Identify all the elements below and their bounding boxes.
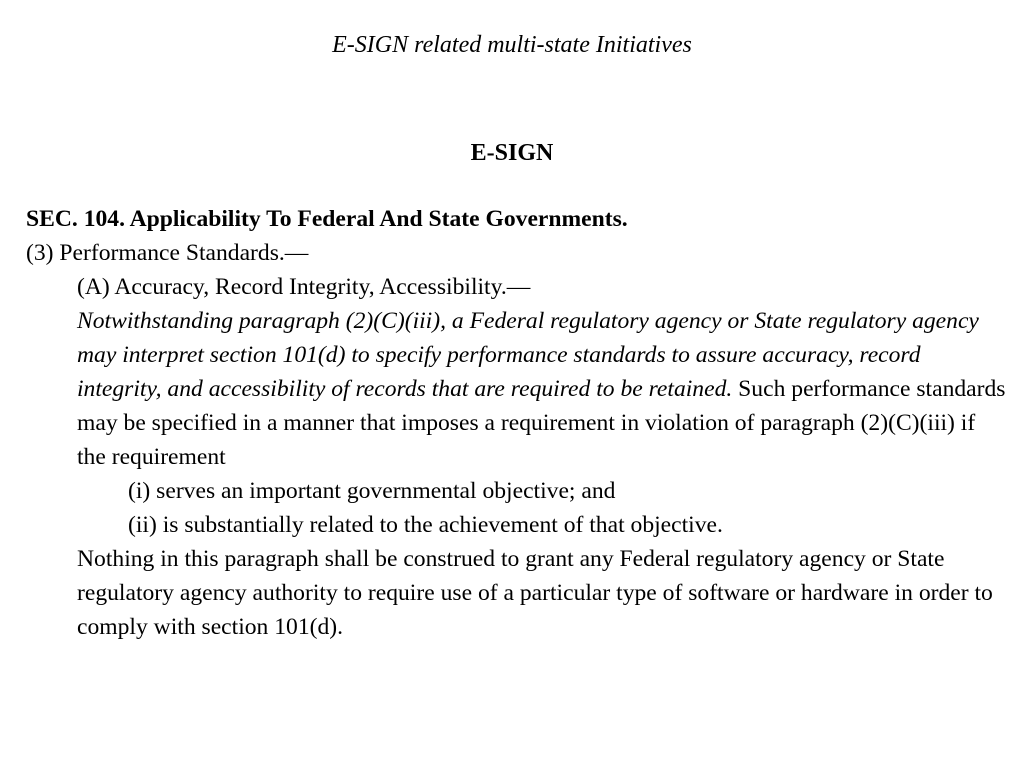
section-heading: E-SIGN xyxy=(470,140,554,166)
subparagraph-a-body xyxy=(26,304,1006,474)
slide-title: E-SIGN related multi-state Initiatives xyxy=(332,32,692,58)
item-ii: (ii) is substantially related to the achievement of that objective. xyxy=(128,512,723,538)
document-body xyxy=(26,202,1006,644)
item-i: (i) serves an important governmental objective; and xyxy=(128,478,616,504)
plain-provision-text: Such performance standards may be specified in a manner that imposes a requirement in violation of paragraph (2)(C)(iii) if the requirement xyxy=(77,376,1006,470)
sec-title: SEC. 104. Applicability To Federal And State Governments. xyxy=(26,206,628,232)
paragraph-3-heading: (3) Performance Standards.— xyxy=(26,240,309,266)
closing-paragraph: Nothing in this paragraph shall be construed to grant any Federal regulatory agency or State regulatory agency authority to require use of a particular type of software or hardware in order to comply with section 101(d). xyxy=(77,546,993,640)
italic-provision-text: Notwithstanding paragraph (2)(C)(iii), a Federal regulatory agency or State regulatory agency may interpret section 101(d) to specify performance standards to assure accuracy, record integrity, and accessibility of records that are required to be retained. xyxy=(77,308,979,402)
subparagraph-a-heading: (A) Accuracy, Record Integrity, Accessibility.— xyxy=(77,274,531,300)
